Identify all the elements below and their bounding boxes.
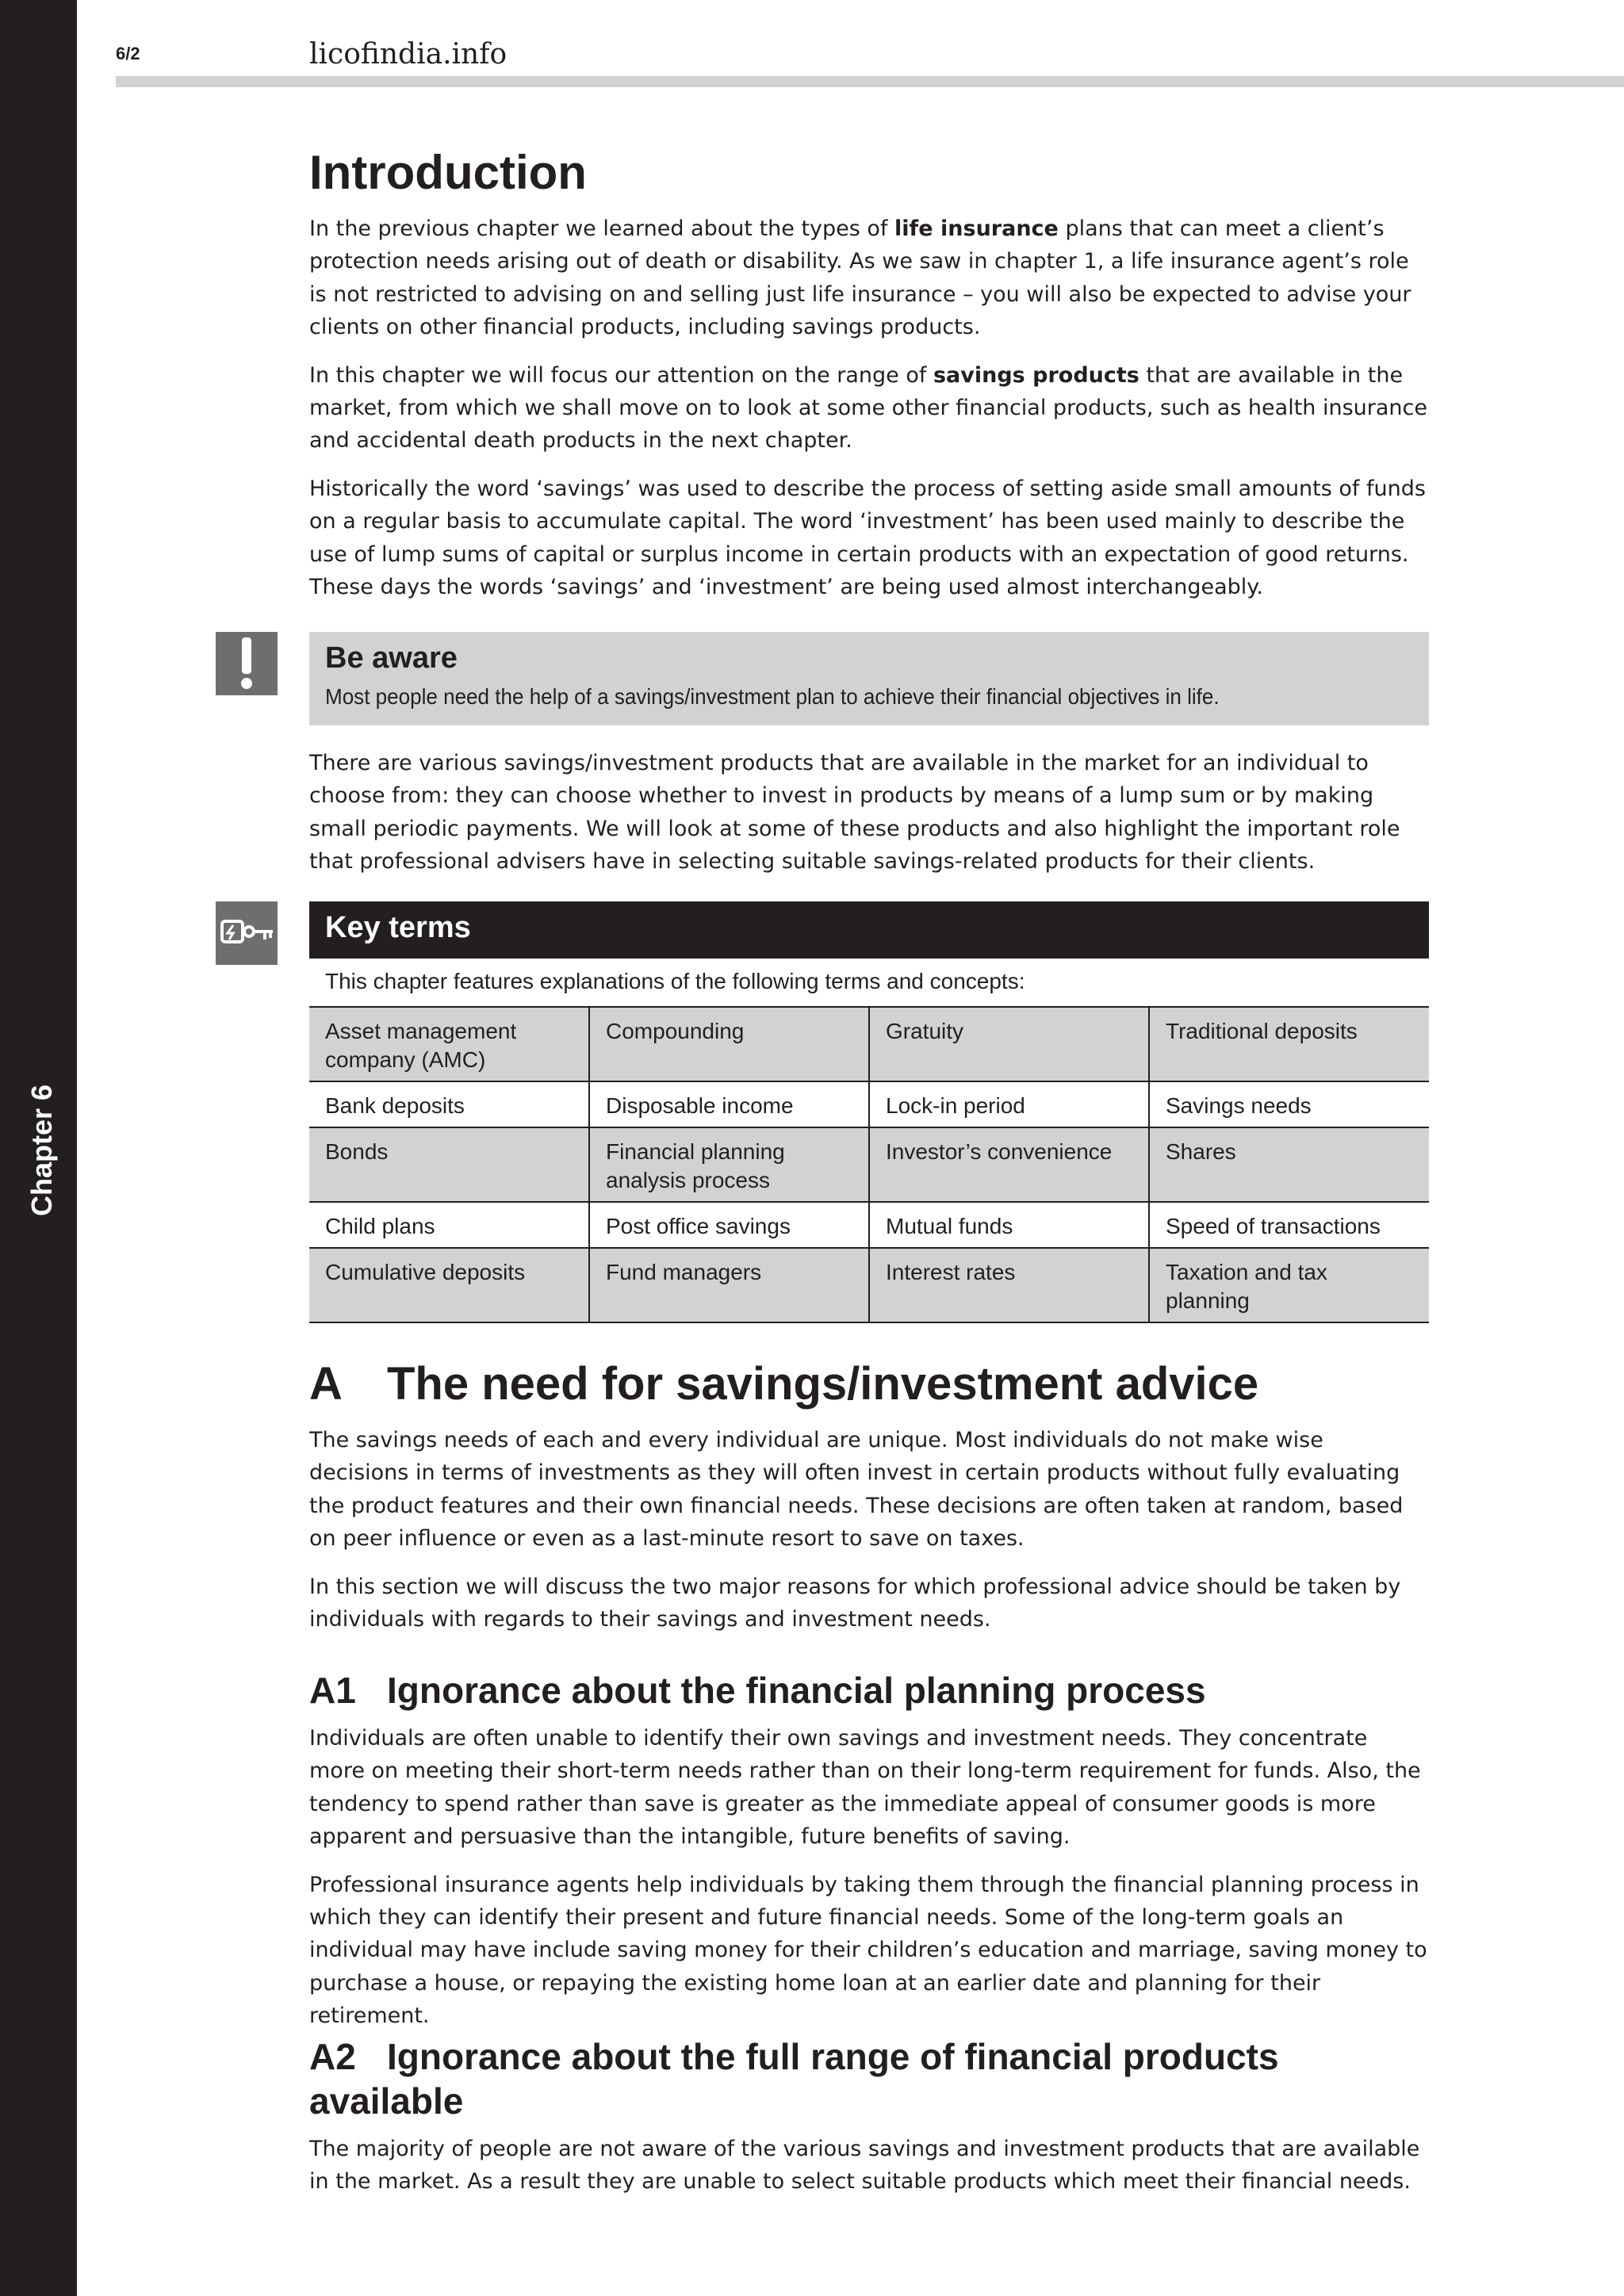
- be-aware-text: Most people need the help of a savings/investment plan to achieve their financial objectives in life.: [325, 684, 1220, 709]
- exclamation-icon: [216, 632, 278, 695]
- products-paragraph: There are various savings/investment products that are available in the market for an individual to choose from: they can choose whether to invest in products by means of a lump sum or by making small periodic payments. We will look at some of these products and also highlight the important role that professional advisers have in selecting suitable savings-related products for their clients.: [309, 751, 1400, 874]
- table-cell: Shares: [1149, 1127, 1429, 1202]
- key-terms-table: [309, 1006, 1429, 1323]
- section-a1: [309, 1668, 1429, 2033]
- table-cell: Gratuity: [869, 1007, 1149, 1081]
- site-name: licofindia.info: [309, 38, 508, 71]
- be-aware-title: Be aware: [325, 641, 458, 675]
- table-cell: Lock-in period: [869, 1081, 1149, 1127]
- table-cell: Asset management company (AMC): [309, 1007, 589, 1081]
- section-a2: [309, 2034, 1429, 2198]
- table-cell: Financial planning analysis process: [589, 1127, 869, 1202]
- after-aware-section: [309, 747, 1429, 878]
- table-cell: Bonds: [309, 1127, 589, 1202]
- key-terms-header: [309, 901, 1429, 959]
- key-terms-title: Key terms: [325, 911, 471, 944]
- table-cell: Post office savings: [589, 1202, 869, 1248]
- key-icon: [216, 901, 278, 965]
- table-cell: Speed of transactions: [1149, 1202, 1429, 1248]
- introduction-section: [309, 144, 1429, 603]
- intro-paragraph-1: In the previous chapter we learned about the types of life insurance plans that can meet a client’s protection needs arising out of death or disability. As we saw in chapter 1, a life insurance agent’s role is not restricted to advising on and selling just life insurance – you will also be expected to advise your clients on other financial products, including savings products.: [309, 216, 1411, 340]
- section-a1-heading: A1 Ignorance about the financial planning process: [309, 1670, 1206, 1711]
- page-number: 6/2: [116, 44, 140, 63]
- table-cell: Savings needs: [1149, 1081, 1429, 1127]
- table-row: [309, 1248, 1429, 1322]
- table-cell: Taxation and tax planning: [1149, 1248, 1429, 1322]
- key-terms-intro: This chapter features explanations of the following terms and concepts:: [325, 969, 1025, 993]
- table-cell: Cumulative deposits: [309, 1248, 589, 1322]
- chapter-tab-label: Chapter 6: [25, 1084, 58, 1217]
- table-row: [309, 1202, 1429, 1248]
- section-a-paragraph-1: The savings needs of each and every individual are unique. Most individuals do not make wise decisions in terms of investments as they will often invest in certain products without fully evaluating the product features and their own financial needs. These decisions are often taken at random, based on peer influence or even as a last-minute resort to save on taxes.: [309, 1428, 1404, 1552]
- table-cell: Bank deposits: [309, 1081, 589, 1127]
- table-cell: Child plans: [309, 1202, 589, 1248]
- table-cell: Compounding: [589, 1007, 869, 1081]
- be-aware-box: [309, 632, 1429, 725]
- intro-paragraph-3: Historically the word ‘savings’ was used to describe the process of setting aside small amounts of funds on a regular basis to accumulate capital. The word ‘investment’ has been used mainly to describe the use of lump sums of capital or surplus income in certain products with an expectation of good returns. These days the words ‘savings’ and ‘investment’ are being used almost interchangeably.: [309, 476, 1426, 600]
- header-rule: [116, 76, 1624, 87]
- section-a-paragraph-2: In this section we will discuss the two major reasons for which professional advice should be taken by individuals with regards to their savings and investment needs.: [309, 1574, 1401, 1632]
- table-cell: Fund managers: [589, 1248, 869, 1322]
- section-a2-heading: A2 Ignorance about the full range of financial products available: [309, 2036, 1279, 2122]
- intro-paragraph-2: In this chapter we will focus our attention on the range of savings products that are available in the market, from which we shall move on to look at some other financial products, such as health insurance and accidental death products in the next chapter.: [309, 362, 1427, 453]
- table-cell: Investor’s convenience: [869, 1127, 1149, 1202]
- section-a1-paragraph-2: Professional insurance agents help individuals by taking them through the financial planning process in which they can identify their present and future financial needs. Some of the long-term goals an individual may have include saving money for their children’s education and marriage, saving money to purchase a house, or repaying the existing home loan at an earlier date and planning for their retirement.: [309, 1872, 1427, 2029]
- table-cell: Disposable income: [589, 1081, 869, 1127]
- section-a-heading: A The need for savings/investment advice: [309, 1358, 1259, 1410]
- table-cell: Interest rates: [869, 1248, 1149, 1322]
- section-a: [309, 1356, 1429, 1636]
- table-row: [309, 1081, 1429, 1127]
- section-a2-paragraph-1: The majority of people are not aware of the various savings and investment products that are available in the market. As a result they are unable to select suitable products which meet their financial needs.: [309, 2137, 1420, 2195]
- table-row: [309, 1007, 1429, 1081]
- table-cell: Traditional deposits: [1149, 1007, 1429, 1081]
- table-cell: Mutual funds: [869, 1202, 1149, 1248]
- table-row: [309, 1127, 1429, 1202]
- section-a1-paragraph-1: Individuals are often unable to identify their own savings and investment needs. They concentrate more on meeting their short-term needs rather than on their long-term requirement for funds. Also, the tendency to spend rather than save is greater as the immediate appeal of consumer goods is more apparent and persuasive than the intangible, future benefits of saving.: [309, 1726, 1421, 1850]
- introduction-heading: Introduction: [309, 146, 587, 199]
